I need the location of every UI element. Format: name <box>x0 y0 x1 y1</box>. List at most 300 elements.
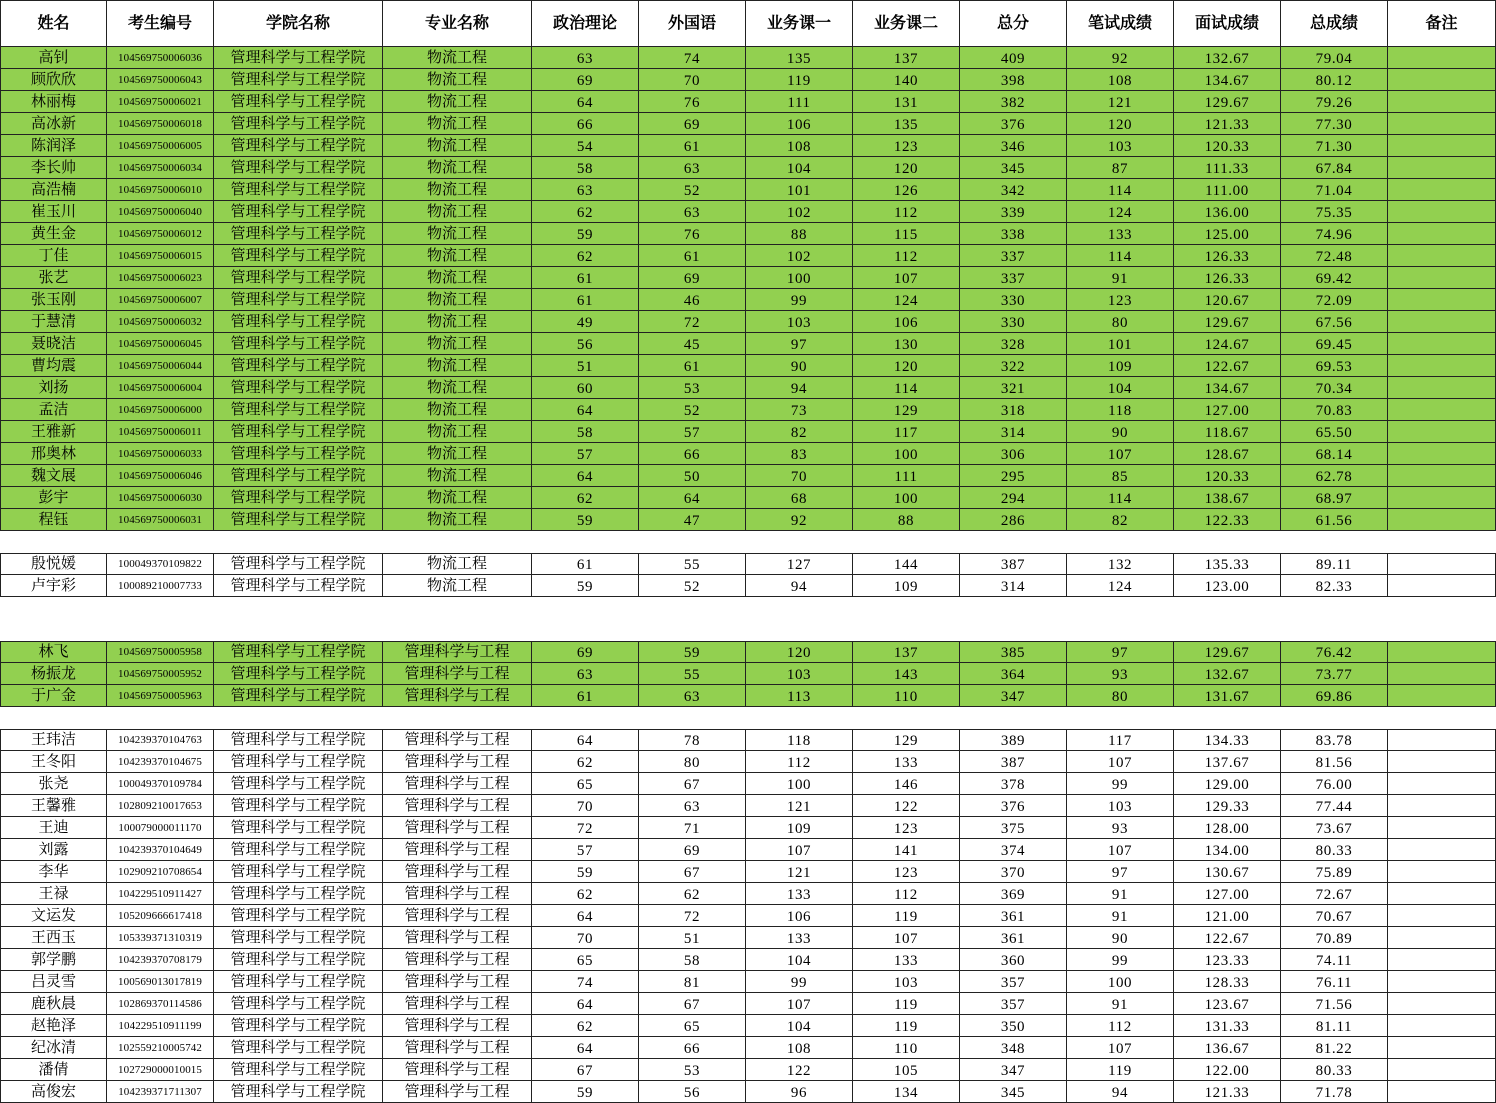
cell-final: 81.11 <box>1281 1015 1388 1037</box>
cell-interview: 129.67 <box>1174 91 1281 113</box>
cell-total: 350 <box>960 1015 1067 1037</box>
cell-college: 管理科学与工程学院 <box>214 487 383 509</box>
cell-politics: 64 <box>532 1037 639 1059</box>
cell-major: 物流工程 <box>383 553 532 575</box>
cell-name: 于慧清 <box>0 311 107 333</box>
cell-course-2: 123 <box>853 861 960 883</box>
cell-course-2: 107 <box>853 267 960 289</box>
table-row <box>0 575 1496 597</box>
cell-total: 318 <box>960 399 1067 421</box>
cell-remark <box>1388 91 1496 113</box>
cell-total: 306 <box>960 443 1067 465</box>
cell-interview: 121.33 <box>1174 113 1281 135</box>
cell-foreign-language: 50 <box>639 465 746 487</box>
cell-final: 80.33 <box>1281 839 1388 861</box>
cell-politics: 69 <box>532 641 639 663</box>
table-row <box>0 553 1496 575</box>
cell-politics: 58 <box>532 421 639 443</box>
cell-final: 70.83 <box>1281 399 1388 421</box>
cell-name: 王禄 <box>0 883 107 905</box>
cell-course-2: 123 <box>853 135 960 157</box>
cell-total: 330 <box>960 311 1067 333</box>
cell-final: 68.14 <box>1281 443 1388 465</box>
cell-remark <box>1388 443 1496 465</box>
cell-interview: 128.33 <box>1174 971 1281 993</box>
cell-name: 卢宇彩 <box>0 575 107 597</box>
cell-politics: 62 <box>532 883 639 905</box>
cell-remark <box>1388 1081 1496 1103</box>
cell-name: 吕灵雪 <box>0 971 107 993</box>
cell-foreign-language: 52 <box>639 399 746 421</box>
cell-remark <box>1388 729 1496 751</box>
cell-politics: 58 <box>532 157 639 179</box>
cell-exam-id: 102809210017653 <box>107 795 214 817</box>
cell-final: 82.33 <box>1281 575 1388 597</box>
cell-major: 物流工程 <box>383 311 532 333</box>
cell-course-2: 123 <box>853 817 960 839</box>
cell-total: 337 <box>960 245 1067 267</box>
cell-written: 124 <box>1067 201 1174 223</box>
cell-foreign-language: 47 <box>639 509 746 531</box>
cell-final: 72.48 <box>1281 245 1388 267</box>
table-row <box>0 69 1496 91</box>
cell-written: 94 <box>1067 1081 1174 1103</box>
cell-college: 管理科学与工程学院 <box>214 509 383 531</box>
cell-course-1: 113 <box>746 685 853 707</box>
cell-remark <box>1388 971 1496 993</box>
cell-foreign-language: 61 <box>639 245 746 267</box>
table-row <box>0 47 1496 69</box>
cell-interview: 111.00 <box>1174 179 1281 201</box>
cell-foreign-language: 63 <box>639 201 746 223</box>
cell-exam-id: 105209666617418 <box>107 905 214 927</box>
cell-exam-id: 104569750006045 <box>107 333 214 355</box>
cell-remark <box>1388 839 1496 861</box>
cell-interview: 128.00 <box>1174 817 1281 839</box>
cell-exam-id: 102559210005742 <box>107 1037 214 1059</box>
cell-interview: 120.33 <box>1174 465 1281 487</box>
cell-exam-id: 104569750006031 <box>107 509 214 531</box>
cell-written: 107 <box>1067 839 1174 861</box>
cell-major: 管理科学与工程 <box>383 971 532 993</box>
cell-course-2: 111 <box>853 465 960 487</box>
cell-remark <box>1388 245 1496 267</box>
cell-foreign-language: 55 <box>639 553 746 575</box>
cell-exam-id: 104569750005952 <box>107 663 214 685</box>
cell-course-2: 124 <box>853 289 960 311</box>
cell-written: 90 <box>1067 421 1174 443</box>
header-foreign-language: 外国语 <box>639 0 746 47</box>
cell-course-1: 127 <box>746 553 853 575</box>
cell-written: 91 <box>1067 993 1174 1015</box>
cell-college: 管理科学与工程学院 <box>214 113 383 135</box>
cell-foreign-language: 52 <box>639 179 746 201</box>
table-row <box>0 971 1496 993</box>
cell-final: 72.67 <box>1281 883 1388 905</box>
cell-politics: 64 <box>532 993 639 1015</box>
cell-remark <box>1388 267 1496 289</box>
cell-name: 王玮洁 <box>0 729 107 751</box>
cell-college: 管理科学与工程学院 <box>214 311 383 333</box>
cell-interview: 123.67 <box>1174 993 1281 1015</box>
cell-politics: 62 <box>532 1015 639 1037</box>
cell-college: 管理科学与工程学院 <box>214 553 383 575</box>
cell-exam-id: 104569750006005 <box>107 135 214 157</box>
cell-course-2: 88 <box>853 509 960 531</box>
cell-course-2: 134 <box>853 1081 960 1103</box>
table-row <box>0 1059 1496 1081</box>
cell-interview: 121.00 <box>1174 905 1281 927</box>
table-row <box>0 905 1496 927</box>
cell-remark <box>1388 377 1496 399</box>
cell-college: 管理科学与工程学院 <box>214 905 383 927</box>
cell-name: 潘倩 <box>0 1059 107 1081</box>
cell-exam-id: 104569750006046 <box>107 465 214 487</box>
cell-foreign-language: 69 <box>639 267 746 289</box>
cell-written: 123 <box>1067 289 1174 311</box>
cell-politics: 49 <box>532 311 639 333</box>
cell-total: 382 <box>960 91 1067 113</box>
cell-name: 郭学鹏 <box>0 949 107 971</box>
cell-final: 83.78 <box>1281 729 1388 751</box>
table-row <box>0 773 1496 795</box>
cell-written: 85 <box>1067 465 1174 487</box>
cell-final: 71.56 <box>1281 993 1388 1015</box>
cell-name: 王迪 <box>0 817 107 839</box>
cell-written: 99 <box>1067 773 1174 795</box>
header-course-1: 业务课一 <box>746 0 853 47</box>
cell-course-1: 100 <box>746 267 853 289</box>
cell-course-2: 119 <box>853 1015 960 1037</box>
cell-major: 管理科学与工程 <box>383 1081 532 1103</box>
cell-foreign-language: 51 <box>639 927 746 949</box>
table-row <box>0 201 1496 223</box>
cell-college: 管理科学与工程学院 <box>214 1037 383 1059</box>
cell-final: 70.34 <box>1281 377 1388 399</box>
cell-exam-id: 104239370104649 <box>107 839 214 861</box>
cell-final: 81.56 <box>1281 751 1388 773</box>
cell-foreign-language: 81 <box>639 971 746 993</box>
cell-course-2: 120 <box>853 355 960 377</box>
cell-total: 338 <box>960 223 1067 245</box>
cell-course-1: 102 <box>746 201 853 223</box>
cell-final: 62.78 <box>1281 465 1388 487</box>
cell-final: 75.35 <box>1281 201 1388 223</box>
cell-foreign-language: 72 <box>639 905 746 927</box>
cell-foreign-language: 57 <box>639 421 746 443</box>
cell-remark <box>1388 465 1496 487</box>
cell-written: 91 <box>1067 905 1174 927</box>
cell-course-1: 92 <box>746 509 853 531</box>
blank-row <box>0 597 1496 619</box>
cell-remark <box>1388 817 1496 839</box>
cell-foreign-language: 66 <box>639 1037 746 1059</box>
table-row <box>0 751 1496 773</box>
cell-major: 管理科学与工程 <box>383 905 532 927</box>
cell-college: 管理科学与工程学院 <box>214 289 383 311</box>
cell-final: 80.33 <box>1281 1059 1388 1081</box>
cell-interview: 127.00 <box>1174 883 1281 905</box>
cell-written: 93 <box>1067 817 1174 839</box>
blank-row <box>0 707 1496 729</box>
cell-name: 魏文展 <box>0 465 107 487</box>
cell-course-2: 115 <box>853 223 960 245</box>
cell-politics: 70 <box>532 927 639 949</box>
cell-course-2: 122 <box>853 795 960 817</box>
cell-course-2: 103 <box>853 971 960 993</box>
cell-politics: 62 <box>532 487 639 509</box>
cell-remark <box>1388 949 1496 971</box>
cell-major: 物流工程 <box>383 465 532 487</box>
cell-college: 管理科学与工程学院 <box>214 993 383 1015</box>
cell-exam-id: 100079000011170 <box>107 817 214 839</box>
cell-interview: 122.67 <box>1174 355 1281 377</box>
cell-final: 75.89 <box>1281 861 1388 883</box>
table-row <box>0 465 1496 487</box>
cell-college: 管理科学与工程学院 <box>214 201 383 223</box>
cell-exam-id: 104239370104675 <box>107 751 214 773</box>
cell-final: 77.44 <box>1281 795 1388 817</box>
cell-politics: 63 <box>532 179 639 201</box>
cell-politics: 72 <box>532 817 639 839</box>
cell-course-1: 104 <box>746 1015 853 1037</box>
cell-remark <box>1388 685 1496 707</box>
cell-final: 69.86 <box>1281 685 1388 707</box>
cell-major: 管理科学与工程 <box>383 773 532 795</box>
cell-exam-id: 104569750006040 <box>107 201 214 223</box>
cell-course-2: 120 <box>853 157 960 179</box>
cell-remark <box>1388 223 1496 245</box>
cell-exam-id: 104229510911427 <box>107 883 214 905</box>
cell-interview: 120.33 <box>1174 135 1281 157</box>
table-row <box>0 135 1496 157</box>
cell-course-2: 141 <box>853 839 960 861</box>
cell-name: 刘露 <box>0 839 107 861</box>
cell-college: 管理科学与工程学院 <box>214 949 383 971</box>
cell-total: 389 <box>960 729 1067 751</box>
cell-foreign-language: 56 <box>639 1081 746 1103</box>
cell-course-1: 133 <box>746 927 853 949</box>
cell-course-1: 121 <box>746 861 853 883</box>
cell-exam-id: 104569750006021 <box>107 91 214 113</box>
cell-major: 物流工程 <box>383 443 532 465</box>
cell-course-2: 140 <box>853 69 960 91</box>
header-row <box>0 0 1496 47</box>
table-row <box>0 333 1496 355</box>
cell-interview: 123.33 <box>1174 949 1281 971</box>
cell-course-1: 88 <box>746 223 853 245</box>
table-row <box>0 993 1496 1015</box>
cell-interview: 129.67 <box>1174 311 1281 333</box>
cell-name: 顾欣欣 <box>0 69 107 91</box>
cell-written: 121 <box>1067 91 1174 113</box>
cell-name: 纪冰清 <box>0 1037 107 1059</box>
cell-remark <box>1388 861 1496 883</box>
cell-politics: 59 <box>532 575 639 597</box>
cell-course-2: 112 <box>853 883 960 905</box>
cell-written: 107 <box>1067 1037 1174 1059</box>
cell-written: 82 <box>1067 509 1174 531</box>
cell-college: 管理科学与工程学院 <box>214 1015 383 1037</box>
cell-final: 71.30 <box>1281 135 1388 157</box>
cell-remark <box>1388 1015 1496 1037</box>
cell-course-2: 107 <box>853 927 960 949</box>
cell-written: 99 <box>1067 949 1174 971</box>
cell-course-2: 112 <box>853 245 960 267</box>
cell-final: 72.09 <box>1281 289 1388 311</box>
cell-final: 79.26 <box>1281 91 1388 113</box>
cell-politics: 62 <box>532 245 639 267</box>
table-row <box>0 641 1496 663</box>
cell-written: 80 <box>1067 685 1174 707</box>
cell-college: 管理科学与工程学院 <box>214 1059 383 1081</box>
cell-interview: 120.67 <box>1174 289 1281 311</box>
cell-exam-id: 104569750006044 <box>107 355 214 377</box>
cell-major: 管理科学与工程 <box>383 861 532 883</box>
cell-foreign-language: 70 <box>639 69 746 91</box>
cell-interview: 136.67 <box>1174 1037 1281 1059</box>
cell-interview: 122.67 <box>1174 927 1281 949</box>
cell-interview: 124.67 <box>1174 333 1281 355</box>
table-row <box>0 157 1496 179</box>
cell-course-1: 96 <box>746 1081 853 1103</box>
cell-politics: 62 <box>532 201 639 223</box>
cell-politics: 57 <box>532 443 639 465</box>
cell-interview: 122.00 <box>1174 1059 1281 1081</box>
cell-remark <box>1388 311 1496 333</box>
cell-foreign-language: 66 <box>639 443 746 465</box>
table-row <box>0 883 1496 905</box>
cell-course-2: 135 <box>853 113 960 135</box>
cell-exam-id: 104569750006000 <box>107 399 214 421</box>
cell-interview: 137.67 <box>1174 751 1281 773</box>
cell-course-1: 90 <box>746 355 853 377</box>
cell-foreign-language: 61 <box>639 355 746 377</box>
cell-final: 81.22 <box>1281 1037 1388 1059</box>
header-college: 学院名称 <box>214 0 383 47</box>
cell-name: 李华 <box>0 861 107 883</box>
cell-interview: 135.33 <box>1174 553 1281 575</box>
cell-remark <box>1388 1037 1496 1059</box>
cell-interview: 129.00 <box>1174 773 1281 795</box>
cell-interview: 121.33 <box>1174 1081 1281 1103</box>
cell-major: 物流工程 <box>383 69 532 91</box>
cell-name: 于广金 <box>0 685 107 707</box>
cell-college: 管理科学与工程学院 <box>214 795 383 817</box>
cell-remark <box>1388 795 1496 817</box>
cell-major: 物流工程 <box>383 113 532 135</box>
cell-college: 管理科学与工程学院 <box>214 157 383 179</box>
cell-remark <box>1388 487 1496 509</box>
cell-major: 管理科学与工程 <box>383 1015 532 1037</box>
cell-course-1: 100 <box>746 773 853 795</box>
cell-college: 管理科学与工程学院 <box>214 1081 383 1103</box>
cell-remark <box>1388 1059 1496 1081</box>
cell-written: 133 <box>1067 223 1174 245</box>
cell-written: 91 <box>1067 883 1174 905</box>
cell-total: 361 <box>960 905 1067 927</box>
table-row <box>0 421 1496 443</box>
cell-total: 357 <box>960 971 1067 993</box>
cell-remark <box>1388 883 1496 905</box>
cell-college: 管理科学与工程学院 <box>214 465 383 487</box>
cell-remark <box>1388 905 1496 927</box>
cell-college: 管理科学与工程学院 <box>214 355 383 377</box>
cell-exam-id: 104569750006033 <box>107 443 214 465</box>
cell-course-2: 146 <box>853 773 960 795</box>
cell-college: 管理科学与工程学院 <box>214 685 383 707</box>
cell-name: 王西玉 <box>0 927 107 949</box>
cell-foreign-language: 69 <box>639 113 746 135</box>
cell-written: 132 <box>1067 553 1174 575</box>
cell-foreign-language: 76 <box>639 223 746 245</box>
cell-course-2: 109 <box>853 575 960 597</box>
cell-college: 管理科学与工程学院 <box>214 399 383 421</box>
cell-foreign-language: 53 <box>639 1059 746 1081</box>
cell-name: 林飞 <box>0 641 107 663</box>
header-major: 专业名称 <box>383 0 532 47</box>
cell-exam-id: 104569750005963 <box>107 685 214 707</box>
cell-written: 90 <box>1067 927 1174 949</box>
cell-final: 73.67 <box>1281 817 1388 839</box>
cell-course-1: 120 <box>746 641 853 663</box>
cell-interview: 118.67 <box>1174 421 1281 443</box>
sheet-body <box>0 47 1496 1103</box>
cell-total: 328 <box>960 333 1067 355</box>
cell-final: 71.78 <box>1281 1081 1388 1103</box>
cell-name: 黄生金 <box>0 223 107 245</box>
cell-exam-id: 104569750006015 <box>107 245 214 267</box>
cell-name: 陈润泽 <box>0 135 107 157</box>
cell-final: 67.84 <box>1281 157 1388 179</box>
cell-total: 378 <box>960 773 1067 795</box>
cell-major: 管理科学与工程 <box>383 949 532 971</box>
cell-exam-id: 104569750006018 <box>107 113 214 135</box>
cell-remark <box>1388 927 1496 949</box>
cell-college: 管理科学与工程学院 <box>214 421 383 443</box>
cell-major: 管理科学与工程 <box>383 795 532 817</box>
cell-final: 89.11 <box>1281 553 1388 575</box>
cell-name: 李长帅 <box>0 157 107 179</box>
cell-name: 邢奥林 <box>0 443 107 465</box>
cell-politics: 56 <box>532 333 639 355</box>
cell-interview: 131.67 <box>1174 685 1281 707</box>
cell-course-2: 106 <box>853 311 960 333</box>
cell-total: 346 <box>960 135 1067 157</box>
cell-remark <box>1388 47 1496 69</box>
cell-course-1: 73 <box>746 399 853 421</box>
table-row <box>0 399 1496 421</box>
cell-course-1: 101 <box>746 179 853 201</box>
cell-college: 管理科学与工程学院 <box>214 333 383 355</box>
cell-remark <box>1388 993 1496 1015</box>
cell-college: 管理科学与工程学院 <box>214 443 383 465</box>
cell-course-1: 107 <box>746 839 853 861</box>
cell-name: 刘扬 <box>0 377 107 399</box>
cell-interview: 122.33 <box>1174 509 1281 531</box>
cell-major: 物流工程 <box>383 157 532 179</box>
cell-final: 74.96 <box>1281 223 1388 245</box>
cell-remark <box>1388 773 1496 795</box>
cell-major: 管理科学与工程 <box>383 1037 532 1059</box>
cell-total: 339 <box>960 201 1067 223</box>
cell-foreign-language: 76 <box>639 91 746 113</box>
cell-remark <box>1388 509 1496 531</box>
cell-interview: 129.67 <box>1174 641 1281 663</box>
cell-course-1: 109 <box>746 817 853 839</box>
cell-course-1: 108 <box>746 135 853 157</box>
cell-major: 管理科学与工程 <box>383 1059 532 1081</box>
